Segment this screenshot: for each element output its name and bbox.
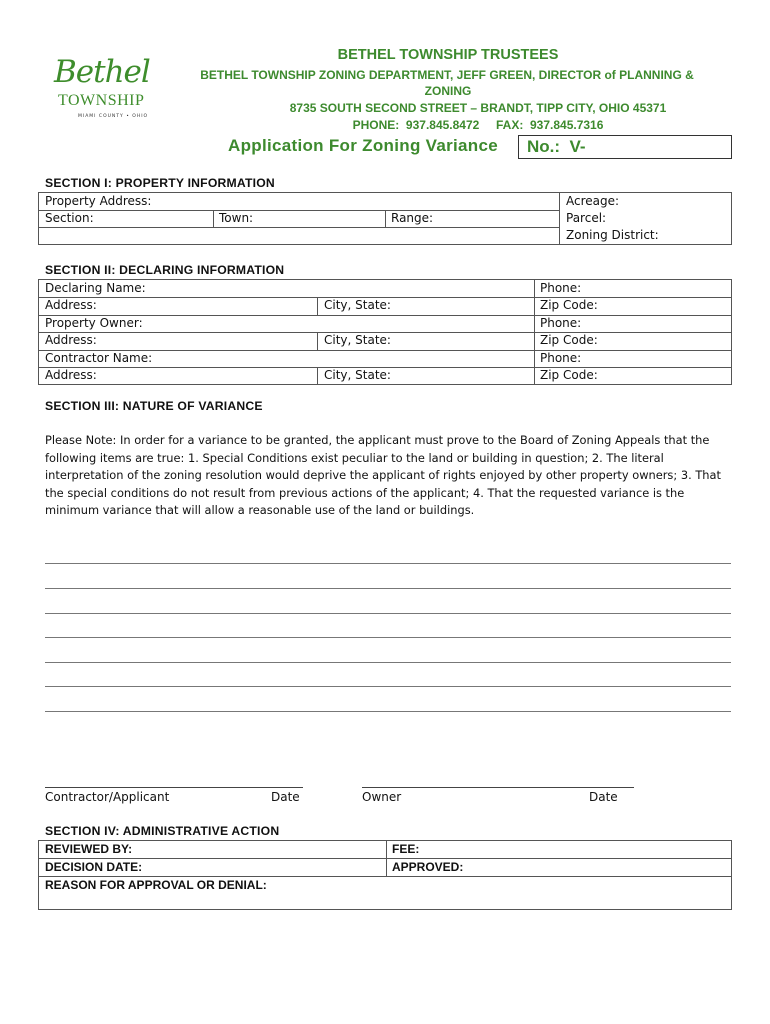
declaring-phone-field[interactable]: Phone: (540, 281, 582, 295)
writing-line[interactable] (45, 637, 731, 638)
logo-county-text: MIAMI COUNTY • OHIO (78, 114, 149, 119)
phone-fax: PHONE: 937.845.8472 FAX: 937.845.7316 (352, 118, 604, 132)
contractor-date-label: Date (271, 790, 300, 804)
dept-line-1: BETHEL TOWNSHIP ZONING DEPARTMENT, JEFF GREEN, DIRECTOR of PLANNING & (200, 68, 694, 82)
contractor-address-field[interactable]: Address: (45, 368, 97, 382)
contractor-name-field[interactable]: Contractor Name: (45, 351, 153, 365)
fee-field[interactable]: FEE: (392, 842, 420, 856)
writing-line[interactable] (45, 662, 731, 663)
property-owner-field[interactable]: Property Owner: (45, 316, 143, 330)
zoning-district-field[interactable]: Zoning District: (566, 228, 659, 242)
contractor-zip-field[interactable]: Zip Code: (540, 368, 598, 382)
property-address-field[interactable]: Property Address: (45, 194, 152, 208)
org-title: BETHEL TOWNSHIP TRUSTEES (337, 47, 559, 63)
logo-script-text: Bethel (54, 54, 150, 90)
contractor-phone-field[interactable]: Phone: (540, 351, 582, 365)
declaring-info-table (38, 279, 732, 385)
contractor-signature-line[interactable] (45, 787, 303, 788)
contractor-applicant-label: Contractor/Applicant (45, 790, 170, 804)
variance-note: Please Note: In order for a variance to be granted, the applicant must prove to the Board of Zoning Appeals that the following items are true: 1. Special Conditions exist peculiar to the land or building in question; 2. The literal interpretation of the zoning resolution would deprive the applicant of rights enjoyed by other property owners; 3. That the special conditions do not result from previous actions of the applicant; 4. That the requested variance is the minimum variance that will allow a reasonable use of the land or buildings. (45, 433, 721, 517)
bethel-township-logo (48, 52, 160, 126)
writing-line[interactable] (45, 686, 731, 687)
declaring-address-field[interactable]: Address: (45, 298, 97, 312)
writing-line[interactable] (45, 563, 731, 564)
owner-label: Owner (362, 790, 402, 804)
writing-line[interactable] (45, 613, 731, 614)
section-2-heading: SECTION II: DECLARING INFORMATION (45, 263, 285, 277)
owner-city-state-field[interactable]: City, State: (324, 333, 391, 347)
application-number-label: No.: V- (527, 137, 586, 156)
owner-zip-field[interactable]: Zip Code: (540, 333, 598, 347)
approved-field[interactable]: APPROVED: (392, 860, 464, 874)
owner-phone-field[interactable]: Phone: (540, 316, 582, 330)
office-address: 8735 SOUTH SECOND STREET – BRANDT, TIPP CITY, OHIO 45371 (289, 101, 667, 115)
range-field[interactable]: Range: (391, 211, 434, 225)
administrative-action-table (38, 840, 732, 910)
contractor-city-state-field[interactable]: City, State: (324, 368, 391, 382)
section-1-heading: SECTION I: PROPERTY INFORMATION (45, 176, 275, 190)
owner-signature-line[interactable] (362, 787, 634, 788)
decision-date-field[interactable]: DECISION DATE: (45, 860, 143, 874)
owner-address-field[interactable]: Address: (45, 333, 97, 347)
declaring-zip-field[interactable]: Zip Code: (540, 298, 598, 312)
town-field[interactable]: Town: (219, 211, 254, 225)
property-info-table (38, 192, 732, 245)
section-4-heading: SECTION IV: ADMINISTRATIVE ACTION (45, 824, 280, 838)
reason-field[interactable]: REASON FOR APPROVAL OR DENIAL: (45, 878, 267, 892)
writing-line[interactable] (45, 711, 731, 712)
section-field[interactable]: Section: (45, 211, 94, 225)
declaring-city-state-field[interactable]: City, State: (324, 298, 391, 312)
owner-date-label: Date (589, 790, 618, 804)
parcel-field[interactable]: Parcel: (566, 211, 607, 225)
writing-line[interactable] (45, 588, 731, 589)
declaring-name-field[interactable]: Declaring Name: (45, 281, 146, 295)
application-number-field[interactable] (518, 135, 732, 159)
section-3-heading: SECTION III: NATURE OF VARIANCE (45, 399, 263, 413)
dept-line-2: ZONING (424, 84, 472, 98)
logo-township-text: TOWNSHIP (58, 92, 145, 109)
acreage-field[interactable]: Acreage: (566, 194, 620, 208)
reviewed-by-field[interactable]: REVIEWED BY: (45, 842, 133, 856)
form-title: Application For Zoning Variance (228, 136, 498, 155)
